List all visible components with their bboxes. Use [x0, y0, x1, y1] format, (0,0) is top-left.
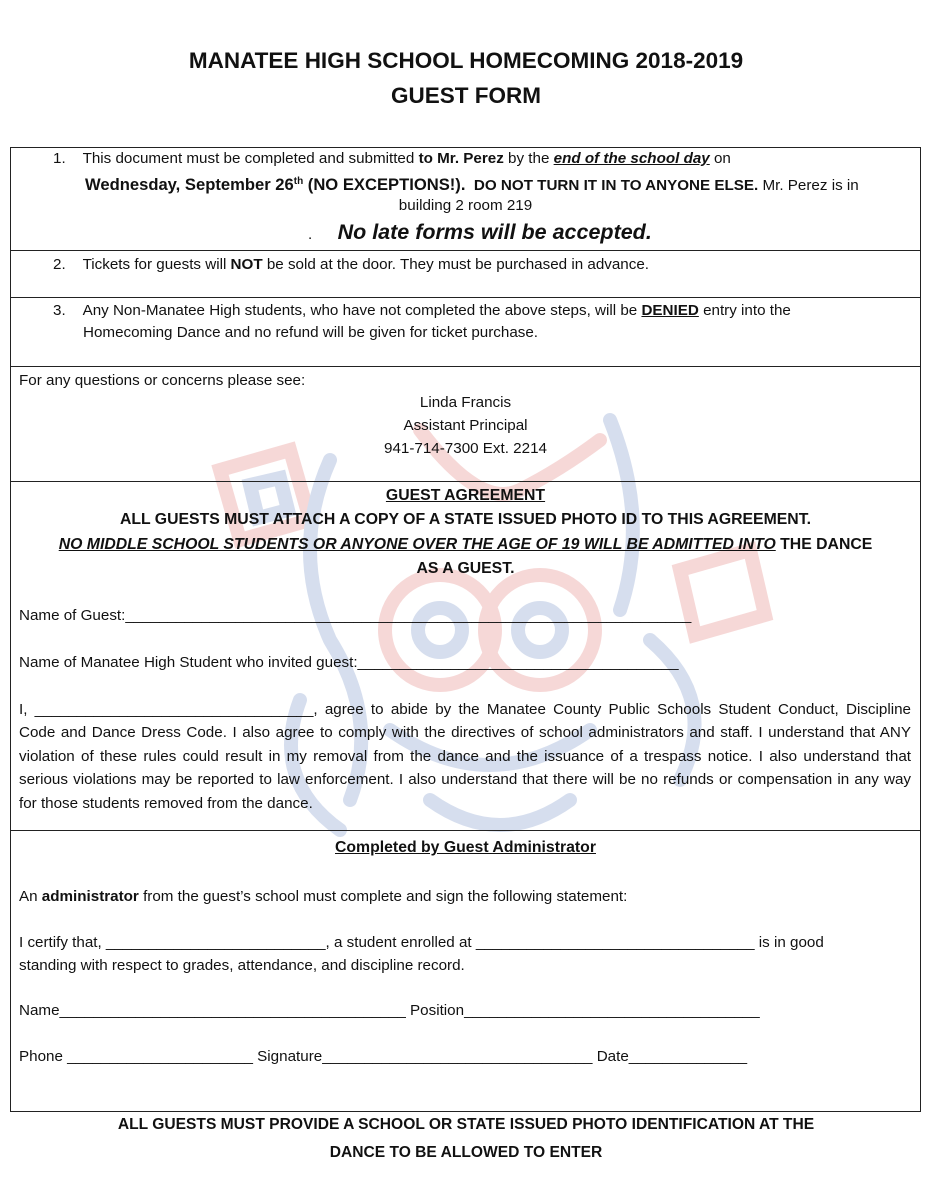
item-2-line: [53, 254, 649, 276]
contact-role: Assistant Principal: [403, 417, 528, 434]
item-1-line-1: [53, 148, 731, 170]
no-late-forms-notice: No late forms will be accepted.: [337, 220, 652, 244]
administrator-intro-bold: administrator: [41, 888, 139, 905]
certify-field-line[interactable]: I certify that, __________________________, a student enrolled at _________________________________ is in good: [19, 934, 824, 951]
item-1-date-suffix: th: [293, 176, 304, 187]
page-title-line-1: MANATEE HIGH SCHOOL HOMECOMING 2018-2019: [188, 48, 744, 73]
administrator-phone-signature-date-fields[interactable]: Phone ______________________ Signature________________________________ Date______________: [19, 1048, 748, 1065]
inviting-student-name-field[interactable]: Name of Manatee High Student who invited guest:______________________________________: [19, 654, 679, 671]
item-1-location-b: building 2 room 219: [398, 197, 533, 214]
item-1-line-2: [85, 171, 859, 197]
item-3-line-2: Homecoming Dance and no refund will be given for ticket purchase.: [83, 324, 539, 341]
age-restriction-notice-end: AS A GUEST.: [416, 560, 515, 577]
age-restriction-rest: THE DANCE: [775, 536, 873, 553]
guest-agreement-section: [10, 481, 921, 831]
footer-id-notice-line-2: DANCE TO BE ALLOWED TO ENTER: [329, 1144, 603, 1161]
item-1-by-the: by the: [503, 150, 554, 167]
item-1-date: Wednesday, September 26: [85, 175, 294, 195]
guest-name-field[interactable]: Name of Guest:___________________________________________________________________: [19, 607, 692, 624]
instruction-item-3: [10, 297, 921, 367]
item-2-text-a: Tickets for guests will: [82, 256, 231, 273]
item-1-dot: .: [308, 226, 313, 243]
contact-name: Linda Francis: [419, 394, 512, 411]
item-2-number: 2.: [53, 256, 66, 273]
administrator-intro: [19, 886, 627, 908]
contact-phone: 941-714-7300 Ext. 2214: [384, 440, 547, 457]
item-1-deadline: end of the school day: [553, 150, 710, 167]
item-3-number: 3.: [53, 302, 66, 319]
item-1-no-exceptions: (NO EXCEPTIONS!).: [303, 175, 466, 195]
age-restriction-emph: NO MIDDLE SCHOOL STUDENTS OR ANYONE OVER THE AGE OF 19 WILL BE ADMITTED INTO: [58, 536, 776, 553]
administrator-name-position-fields[interactable]: Name_________________________________________ Position___________________________________: [19, 1002, 760, 1019]
item-1-text-a: This document must be completed and submitted: [82, 150, 419, 167]
item-3-line-1: [53, 300, 791, 322]
administrator-heading: Completed by Guest Administrator: [335, 839, 596, 856]
item-3-text-a: Any Non-Manatee High students, who have not completed the above steps, will be: [82, 302, 642, 319]
instruction-item-2: [10, 250, 921, 298]
item-1-on: on: [709, 150, 731, 167]
certify-statement-end: standing with respect to grades, attendance, and discipline record.: [19, 957, 465, 974]
item-2-text-b: be sold at the door. They must be purchased in advance.: [262, 256, 650, 273]
item-1-recipient: to Mr. Perez: [418, 150, 504, 167]
administrator-intro-a: An: [19, 888, 42, 905]
guest-agreement-heading: GUEST AGREEMENT: [385, 487, 546, 504]
item-2-not: NOT: [230, 256, 263, 273]
administrator-section: [10, 830, 921, 1112]
age-restriction-notice: [11, 534, 920, 556]
footer-id-notice-line-1: ALL GUESTS MUST PROVIDE A SCHOOL OR STATE ISSUED PHOTO IDENTIFICATION AT THE: [117, 1116, 815, 1133]
item-3-text-b: entry into the: [698, 302, 791, 319]
contact-section: [10, 366, 921, 482]
page-title-line-2: GUEST FORM: [391, 83, 541, 108]
item-1-late-line: [308, 221, 652, 246]
photo-id-notice: ALL GUESTS MUST ATTACH A COPY OF A STATE ISSUED PHOTO ID TO THIS AGREEMENT.: [119, 511, 811, 528]
instruction-item-1: [10, 147, 921, 251]
administrator-intro-b: from the guest’s school must complete and sign the following statement:: [138, 888, 628, 905]
item-3-denied: DENIED: [641, 302, 699, 319]
item-1-number: 1.: [53, 150, 66, 167]
item-1-do-not-turn-in: DO NOT TURN IT IN TO ANYONE ELSE.: [473, 177, 759, 195]
conduct-agreement-paragraph: I, _________________________________, agree to abide by the Manatee County Public Schools Student Conduct, Discipline Code and Dance Dress Code. I also agree to comply with the directives of school administrators and staff. I understand that ANY violation of these rules could result in my removal from the dance and the issuance of a trespass notice. I also understand that serious violations may be reported to law enforcement. I also understand that there will be no refunds or compensation in any way for those students removed from the dance.: [19, 701, 911, 812]
item-1-location-a: Mr. Perez is in: [758, 177, 859, 195]
contact-intro: For any questions or concerns please see:: [19, 372, 306, 389]
